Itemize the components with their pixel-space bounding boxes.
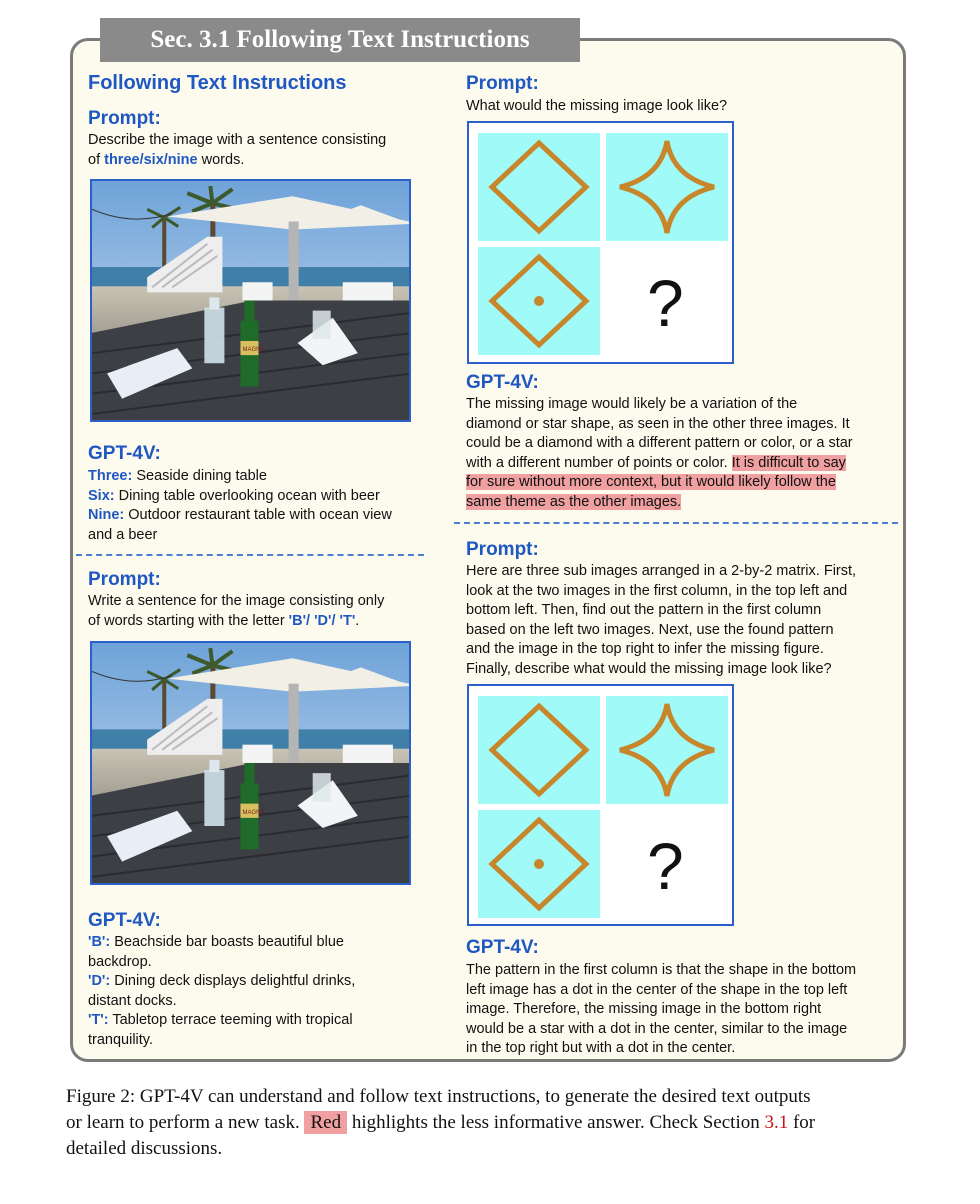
grid2-diamond-dot-cell xyxy=(478,810,600,918)
highlight-less-informative: It is difficult to say xyxy=(731,454,846,471)
section-tab: Sec. 3.1 Following Text Instructions xyxy=(100,18,580,62)
diamond-dot-icon xyxy=(478,810,600,918)
right-prompt2-label: Prompt: xyxy=(466,539,539,560)
left-prompt1-label: Prompt: xyxy=(88,108,161,129)
left-prompt2-text: Write a sentence for the image consisting only of words starting with the letter 'B'/ 'D'/ 'T'. xyxy=(88,593,385,629)
grid1-star-cell xyxy=(606,133,728,241)
beach-photo-2 xyxy=(90,641,411,885)
figure-caption: Figure 2: GPT-4V can understand and follow text instructions, to generate the desired text outputs or learn to perform a new task. Red highlights the less informative answer. Check Section 3.1 for detailed discussions. xyxy=(66,1086,816,1159)
right-gpt1-text: The missing image would likely be a variation of the diamond or star shape, as seen in the other three images. It could be a diamond with a different pattern or color, or a star with a different number of points or color. It is difficult to say for sure without more context, but it would likely follow the same theme as the other images. xyxy=(466,396,853,510)
red-legend-box: Red xyxy=(304,1111,347,1134)
right-prompt1-text: What would the missing image look like? xyxy=(466,98,728,114)
diamond-icon xyxy=(478,696,600,804)
diamond-dot-icon xyxy=(478,247,600,355)
missing-image-question-mark: ? xyxy=(647,266,684,340)
star-icon xyxy=(606,133,728,241)
left-prompt1-text: Describe the image with a sentence consisting of three/six/nine words. xyxy=(88,132,387,168)
star-icon xyxy=(606,696,728,804)
puzzle-grid-2 xyxy=(467,684,734,926)
right-gpt2-text: The pattern in the first column is that the shape in the bottom left image has a dot in the center of the shape in the top left image. Therefore, the missing image in the bottom right would be a star with a dot in the center, similar to the image in the top right but with a dot in the center. xyxy=(466,962,857,1056)
left-gpt1-label: GPT-4V: xyxy=(88,443,161,464)
left-divider xyxy=(76,554,424,556)
right-gpt2-label: GPT-4V: xyxy=(466,937,539,958)
left-gpt2-label: GPT-4V: xyxy=(88,910,161,931)
left-gpt2-text: 'B': Beachside bar boasts beautiful blue backdrop. 'D': Dining deck displays delightful drinks, distant docks. 'T': Tabletop terrace teeming with tropical tranquility. xyxy=(88,934,356,1048)
section-ref-link[interactable]: 3.1 xyxy=(764,1112,789,1133)
grid2-star-cell xyxy=(606,696,728,804)
left-prompt2-label: Prompt: xyxy=(88,569,161,590)
grid2-diamond-cell xyxy=(478,696,600,804)
right-gpt1-label: GPT-4V: xyxy=(466,372,539,393)
puzzle-grid-1 xyxy=(467,121,734,364)
missing-image-question-mark: ? xyxy=(647,829,684,903)
beer-label-2: MAGNA xyxy=(242,809,265,816)
beach-photo-1 xyxy=(90,179,411,422)
grid1-diamond-dot-cell xyxy=(478,247,600,355)
right-divider xyxy=(454,522,898,524)
left-gpt1-text: Three: Seaside dining table Six: Dining table overlooking ocean with beer Nine: Outdoor restaurant table with ocean view and a beer xyxy=(88,468,392,543)
beer-label-1: MAGNA xyxy=(242,347,265,354)
grid1-diamond-cell xyxy=(478,133,600,241)
diamond-icon xyxy=(478,133,600,241)
left-heading: Following Text Instructions xyxy=(88,72,347,94)
right-prompt1-label: Prompt: xyxy=(466,73,539,94)
right-prompt2-text: Here are three sub images arranged in a 2-by-2 matrix. First, look at the two images in the first column, in the top left and bottom left. Then, find out the pattern in the first column based on the left two images. Next, use the found pattern and the image in the top right to infer the missing figure. Finally, describe what would the missing image look like? xyxy=(466,563,857,677)
